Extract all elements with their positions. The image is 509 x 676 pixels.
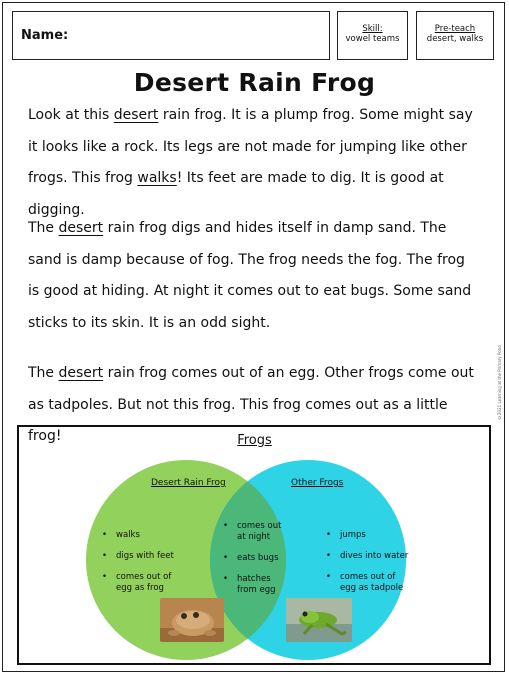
list-item: • comes out at night: [221, 521, 289, 543]
para3-vocab-desert: desert: [58, 365, 104, 381]
list-item: • jumps: [324, 530, 414, 541]
list-item: • walks: [100, 530, 200, 541]
venn-title: Frogs: [237, 433, 272, 448]
para1-vocab-desert: desert: [113, 107, 159, 123]
preteach-title: Pre-teach: [434, 24, 476, 34]
page-title: Desert Rain Frog: [133, 68, 376, 97]
list-item: • hatches from egg: [221, 574, 289, 596]
para2-text-2: rain frog digs and hides itself in damp sand. The sand is damp because of fog. The frog needs the fog. The frog is good at hiding. At night it comes out to eat bugs. Some sand sticks to its skin. It is an odd sight.: [28, 220, 472, 332]
list-item: • eats bugs: [221, 553, 291, 564]
list-item: • dives into water: [324, 551, 414, 562]
skill-title: Skill:: [362, 24, 383, 34]
list-item: • comes out of egg as frog: [100, 572, 186, 594]
venn-left-heading: Desert Rain Frog: [151, 478, 226, 488]
copyright-note: ©2021 Learning at the Primary Pond: [497, 345, 502, 420]
para2-vocab-desert: desert: [58, 220, 104, 236]
venn-right-list: [324, 530, 414, 604]
venn-middle-list: [221, 521, 291, 606]
para1-vocab-walks: walks: [137, 170, 177, 187]
venn-right-heading: Other Frogs: [291, 478, 344, 488]
para1-text-1: Look at this: [28, 107, 114, 123]
name-label: Name:: [21, 28, 69, 43]
skill-value: vowel teams: [345, 34, 400, 44]
other-frog-photo: [286, 598, 352, 642]
list-item: • digs with feet: [100, 551, 200, 562]
venn-left-list: [100, 530, 200, 604]
desert-rain-frog-photo: [160, 598, 224, 642]
preteach-value: desert, walks: [426, 34, 484, 44]
para1-text-2: rain frog. It is a plump frog. Some might say it looks like a rock. Its legs are not made for jumping like other frogs. This frog: [28, 107, 473, 187]
para1-text-3: ! Its feet are made to dig. It is good at digging.: [28, 170, 444, 219]
para3-text-2: rain frog comes out of an egg. Other frogs come out as tadpoles. But not this frog. This frog comes out as a little frog!: [28, 365, 474, 445]
para2-text-1: The: [28, 220, 59, 236]
list-item: • comes out of egg as tadpole: [324, 572, 412, 594]
para3-text-1: The: [28, 365, 59, 381]
